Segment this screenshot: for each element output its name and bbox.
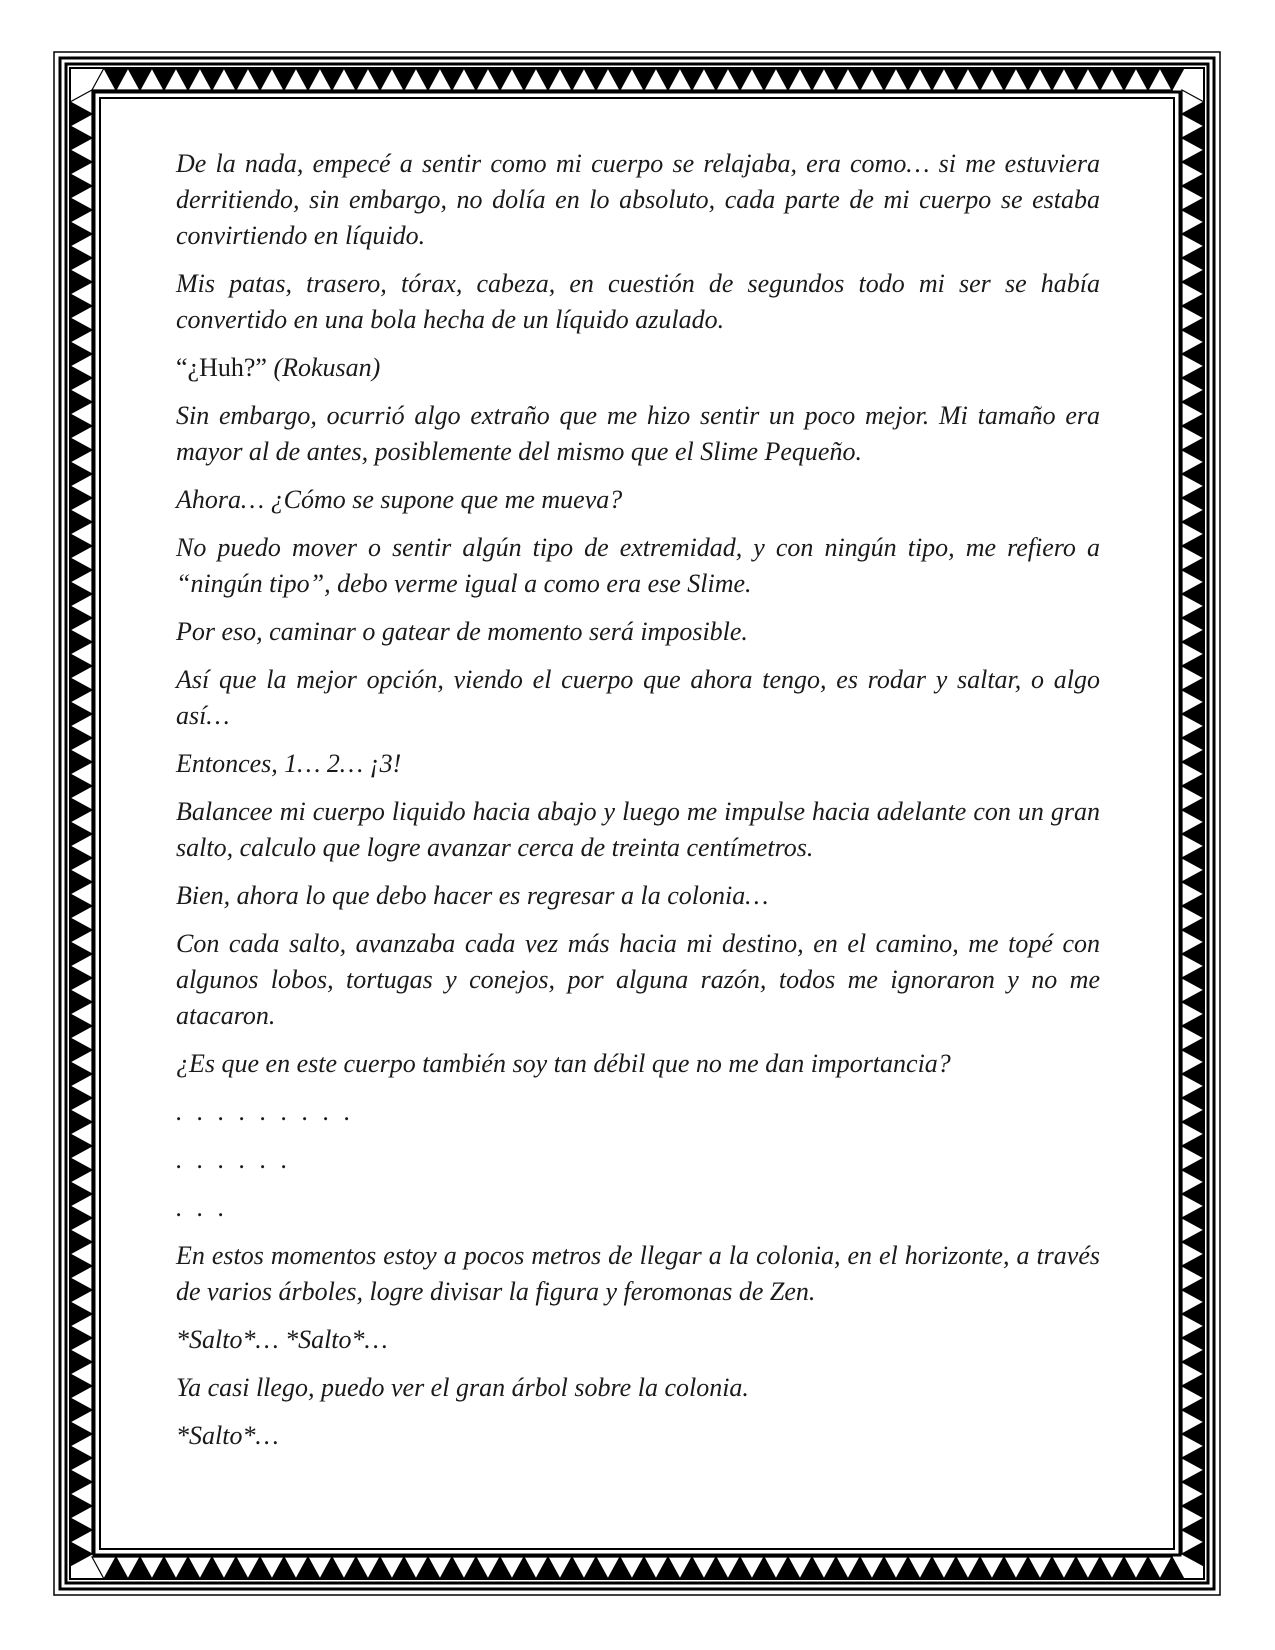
paragraph: Así que la mejor opción, viendo el cuerpo que ahora tengo, es rodar y saltar, o algo así…	[176, 665, 1100, 730]
paragraph: *Salto*…	[176, 1421, 279, 1450]
paragraph: *Salto*… *Salto*…	[176, 1325, 388, 1354]
paragraph: Balancee mi cuerpo liquido hacia abajo y luego me impulse hacia adelante con un gran salto, calculo que logre avanzar cerca de treinta centímetros.	[176, 797, 1100, 862]
paragraph: Con cada salto, avanzaba cada vez más hacia mi destino, en el camino, me topé con algunos lobos, tortugas y conejos, por alguna razón, todos me ignoraron y no me atacaron.	[176, 929, 1100, 1030]
paragraph: Por eso, caminar o gatear de momento será imposible.	[176, 617, 748, 646]
paragraph: Sin embargo, ocurrió algo extraño que me hizo sentir un poco mejor. Mi tamaño era mayor al de antes, posiblemente del mismo que el Slime Pequeño.	[176, 401, 1100, 466]
paragraph: En estos momentos estoy a pocos metros de llegar a la colonia, en el horizonte, a través de varios árboles, logre divisar la figura y feromonas de Zen.	[176, 1241, 1100, 1306]
paragraph: De la nada, empecé a sentir como mi cuerpo se relajaba, era como… si me estuviera derritiendo, sin embargo, no dolía en lo absoluto, cada parte de mi cuerpo se estaba convirtiendo en líquido.	[176, 149, 1100, 250]
paragraph: ¿Es que en este cuerpo también soy tan débil que no me dan importancia?	[176, 1049, 951, 1078]
ellipsis-line: . . .	[176, 1193, 229, 1222]
paragraph: Ahora… ¿Cómo se supone que me mueva?	[176, 485, 623, 514]
paragraph: No puedo mover o sentir algún tipo de extremidad, y con ningún tipo, me refiero a “ningún tipo”, debo verme igual a como era ese Slime.	[176, 533, 1100, 598]
paragraph: Ya casi llego, puedo ver el gran árbol sobre la colonia.	[176, 1373, 749, 1402]
page-body	[176, 146, 1100, 1466]
ellipsis-line: . . . . . .	[176, 1145, 292, 1174]
dialogue-line	[176, 350, 1100, 386]
paragraph: Mis patas, trasero, tórax, cabeza, en cuestión de segundos todo mi ser se había convertido en una bola hecha de un líquido azulado.	[176, 269, 1100, 334]
dialogue-speech: “¿Huh?”	[176, 353, 267, 382]
paragraph: Bien, ahora lo que debo hacer es regresar a la colonia…	[176, 881, 769, 910]
dialogue-speaker: (Rokusan)	[273, 353, 381, 382]
paragraph: Entonces, 1… 2… ¡3!	[176, 749, 402, 778]
ellipsis-line: . . . . . . . . .	[176, 1097, 355, 1126]
